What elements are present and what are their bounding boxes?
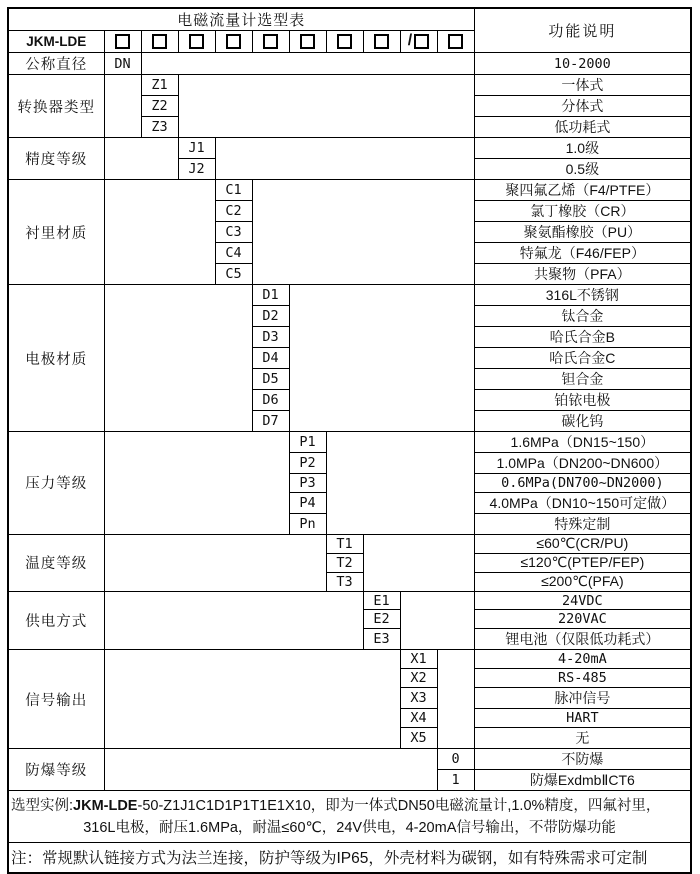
spacer-cell	[104, 650, 400, 749]
group-label: 公称直径	[8, 53, 104, 75]
code-cell: X3	[400, 688, 437, 709]
spacer-cell	[252, 180, 474, 285]
description-cell: 4.0MPa（DN10~150可定做）	[474, 492, 691, 513]
checkbox-icon	[115, 34, 130, 49]
group-label: 供电方式	[8, 591, 104, 650]
spacer-cell	[400, 591, 474, 650]
description-cell: 锂电池（仅限低功耗式）	[474, 629, 691, 650]
code-cell: X1	[400, 650, 437, 669]
description-cell: ≤200℃(PFA)	[474, 572, 691, 591]
slash-separator: /	[407, 32, 413, 50]
code-cell: X2	[400, 669, 437, 688]
title-row	[8, 8, 691, 31]
group-label: 电极材质	[8, 285, 104, 432]
example-row	[8, 791, 691, 843]
code-cell: P3	[289, 474, 326, 493]
description-cell: 无	[474, 728, 691, 749]
description-cell: 哈氏合金C	[474, 348, 691, 369]
group-label: 转换器类型	[8, 75, 104, 138]
code-cell: J2	[178, 159, 215, 180]
description-cell: 共聚物（PFA）	[474, 264, 691, 285]
footnote: 注：常规默认链接方式为法兰连接，防护等级为IP65，外壳材料为碳钢，如有特殊需求可定制	[8, 843, 691, 873]
checkbox-cell	[141, 31, 178, 53]
checkbox-cell	[215, 31, 252, 53]
spacer-cell	[104, 180, 215, 285]
option-row	[8, 432, 691, 453]
group-label: 精度等级	[8, 138, 104, 180]
description-cell: 一体式	[474, 75, 691, 96]
option-row	[8, 534, 691, 553]
group-label: 衬里材质	[8, 180, 104, 285]
code-cell: Z3	[141, 117, 178, 138]
checkbox-icon	[226, 34, 241, 49]
description-cell: 氯丁橡胶（CR）	[474, 201, 691, 222]
description-cell: 1.0MPa（DN200~DN600）	[474, 453, 691, 474]
page-title: 电磁流量计选型表	[8, 8, 474, 31]
spacer-cell	[437, 650, 474, 749]
option-row	[8, 75, 691, 96]
model-prefix: JKM-LDE	[8, 31, 104, 53]
code-cell: X5	[400, 728, 437, 749]
code-cell: 0	[437, 749, 474, 770]
code-cell: D1	[252, 285, 289, 306]
checkbox-cell	[326, 31, 363, 53]
spacer-cell	[104, 432, 289, 535]
code-cell: T1	[326, 534, 363, 553]
spacer-cell	[104, 591, 363, 650]
code-cell: J1	[178, 138, 215, 159]
group-label: 防爆等级	[8, 749, 104, 791]
option-row	[8, 749, 691, 770]
description-cell: 24VDC	[474, 591, 691, 610]
description-cell: 铂铱电极	[474, 390, 691, 411]
option-row	[8, 285, 691, 306]
example-line-1	[9, 795, 690, 817]
spacer-cell	[326, 432, 474, 535]
description-cell: 0.6MPa(DN700~DN2000)	[474, 474, 691, 493]
description-cell: 1.0级	[474, 138, 691, 159]
spacer-cell	[104, 138, 178, 180]
description-cell: 特殊定制	[474, 513, 691, 534]
code-cell: C3	[215, 222, 252, 243]
group-label: 压力等级	[8, 432, 104, 535]
code-cell: D6	[252, 390, 289, 411]
description-cell: ≤60℃(CR/PU)	[474, 534, 691, 553]
example-prefix: 选型实例:	[11, 797, 74, 814]
code-cell: P2	[289, 453, 326, 474]
code-cell: C4	[215, 243, 252, 264]
description-cell: 钽合金	[474, 369, 691, 390]
spacer-cell	[104, 285, 252, 432]
spacer-cell	[363, 534, 474, 591]
code-cell: T2	[326, 553, 363, 572]
checkbox-cell	[178, 31, 215, 53]
spacer-cell	[104, 749, 437, 791]
code-cell: C5	[215, 264, 252, 285]
option-row	[8, 53, 691, 75]
checkbox-cell	[437, 31, 474, 53]
spacer-cell	[104, 534, 326, 591]
option-row	[8, 650, 691, 669]
code-cell: D7	[252, 411, 289, 432]
example-rest: -50-Z1J1C1D1P1T1E1X10，即为一体式DN50电磁流量计,1.0%精度，四氟衬里，	[137, 797, 661, 814]
spacer-cell	[215, 138, 474, 180]
note-row	[8, 843, 691, 873]
code-cell: P4	[289, 492, 326, 513]
description-cell: 分体式	[474, 96, 691, 117]
description-cell: 220VAC	[474, 610, 691, 629]
checkbox-cell	[104, 31, 141, 53]
code-cell: T3	[326, 572, 363, 591]
group-label: 信号输出	[8, 650, 104, 749]
description-cell: RS-485	[474, 669, 691, 688]
description-cell: 0.5级	[474, 159, 691, 180]
description-cell: 4-20mA	[474, 650, 691, 669]
selection-table	[7, 7, 692, 874]
code-cell: C2	[215, 201, 252, 222]
description-cell: 不防爆	[474, 749, 691, 770]
code-cell: E1	[363, 591, 400, 610]
description-cell: 1.6MPa（DN15~150）	[474, 432, 691, 453]
description-cell: 钛合金	[474, 306, 691, 327]
checkbox-cell	[363, 31, 400, 53]
code-cell: Z2	[141, 96, 178, 117]
description-cell: 脉冲信号	[474, 688, 691, 709]
code-cell: DN	[104, 53, 141, 75]
checkbox-icon	[374, 34, 389, 49]
option-row	[8, 138, 691, 159]
spacer-cell	[289, 285, 474, 432]
description-cell: 防爆ExdmbⅡCT6	[474, 770, 691, 791]
function-description-header: 功能说明	[474, 8, 691, 53]
code-cell: Pn	[289, 513, 326, 534]
code-cell: D5	[252, 369, 289, 390]
code-cell: Z1	[141, 75, 178, 96]
option-row	[8, 591, 691, 610]
selection-example	[8, 791, 691, 843]
code-cell: D4	[252, 348, 289, 369]
description-cell: 碳化钨	[474, 411, 691, 432]
checkbox-icon	[152, 34, 167, 49]
code-cell: X4	[400, 709, 437, 728]
description-cell: HART	[474, 709, 691, 728]
code-cell: P1	[289, 432, 326, 453]
code-cell: 1	[437, 770, 474, 791]
option-row	[8, 180, 691, 201]
checkbox-icon	[414, 34, 429, 49]
description-cell: 特氟龙（F46/FEP）	[474, 243, 691, 264]
description-cell: 10-2000	[474, 53, 691, 75]
code-cell: C1	[215, 180, 252, 201]
code-cell: D2	[252, 306, 289, 327]
spacer-cell	[104, 75, 141, 138]
code-cell: E3	[363, 629, 400, 650]
code-cell: D3	[252, 327, 289, 348]
spacer-cell	[178, 75, 474, 138]
description-cell: 低功耗式	[474, 117, 691, 138]
spacer-cell	[141, 53, 474, 75]
description-cell: 哈氏合金B	[474, 327, 691, 348]
group-label: 温度等级	[8, 534, 104, 591]
checkbox-icon	[300, 34, 315, 49]
checkbox-cell	[252, 31, 289, 53]
example-line-2: 316L电极，耐压1.6MPa，耐温≤60℃，24V供电，4-20mA信号输出，不带防爆功能	[83, 819, 616, 836]
description-cell: 316L不锈钢	[474, 285, 691, 306]
checkbox-icon	[189, 34, 204, 49]
code-cell: E2	[363, 610, 400, 629]
description-cell: 聚氨酯橡胶（PU）	[474, 222, 691, 243]
checkbox-cell	[400, 31, 437, 53]
description-cell: 聚四氟乙烯（F4/PTFE）	[474, 180, 691, 201]
example-model: JKM-LDE	[73, 797, 138, 814]
checkbox-icon	[263, 34, 278, 49]
description-cell: ≤120℃(PTEP/FEP)	[474, 553, 691, 572]
checkbox-cell	[289, 31, 326, 53]
checkbox-icon	[448, 34, 463, 49]
checkbox-icon	[337, 34, 352, 49]
